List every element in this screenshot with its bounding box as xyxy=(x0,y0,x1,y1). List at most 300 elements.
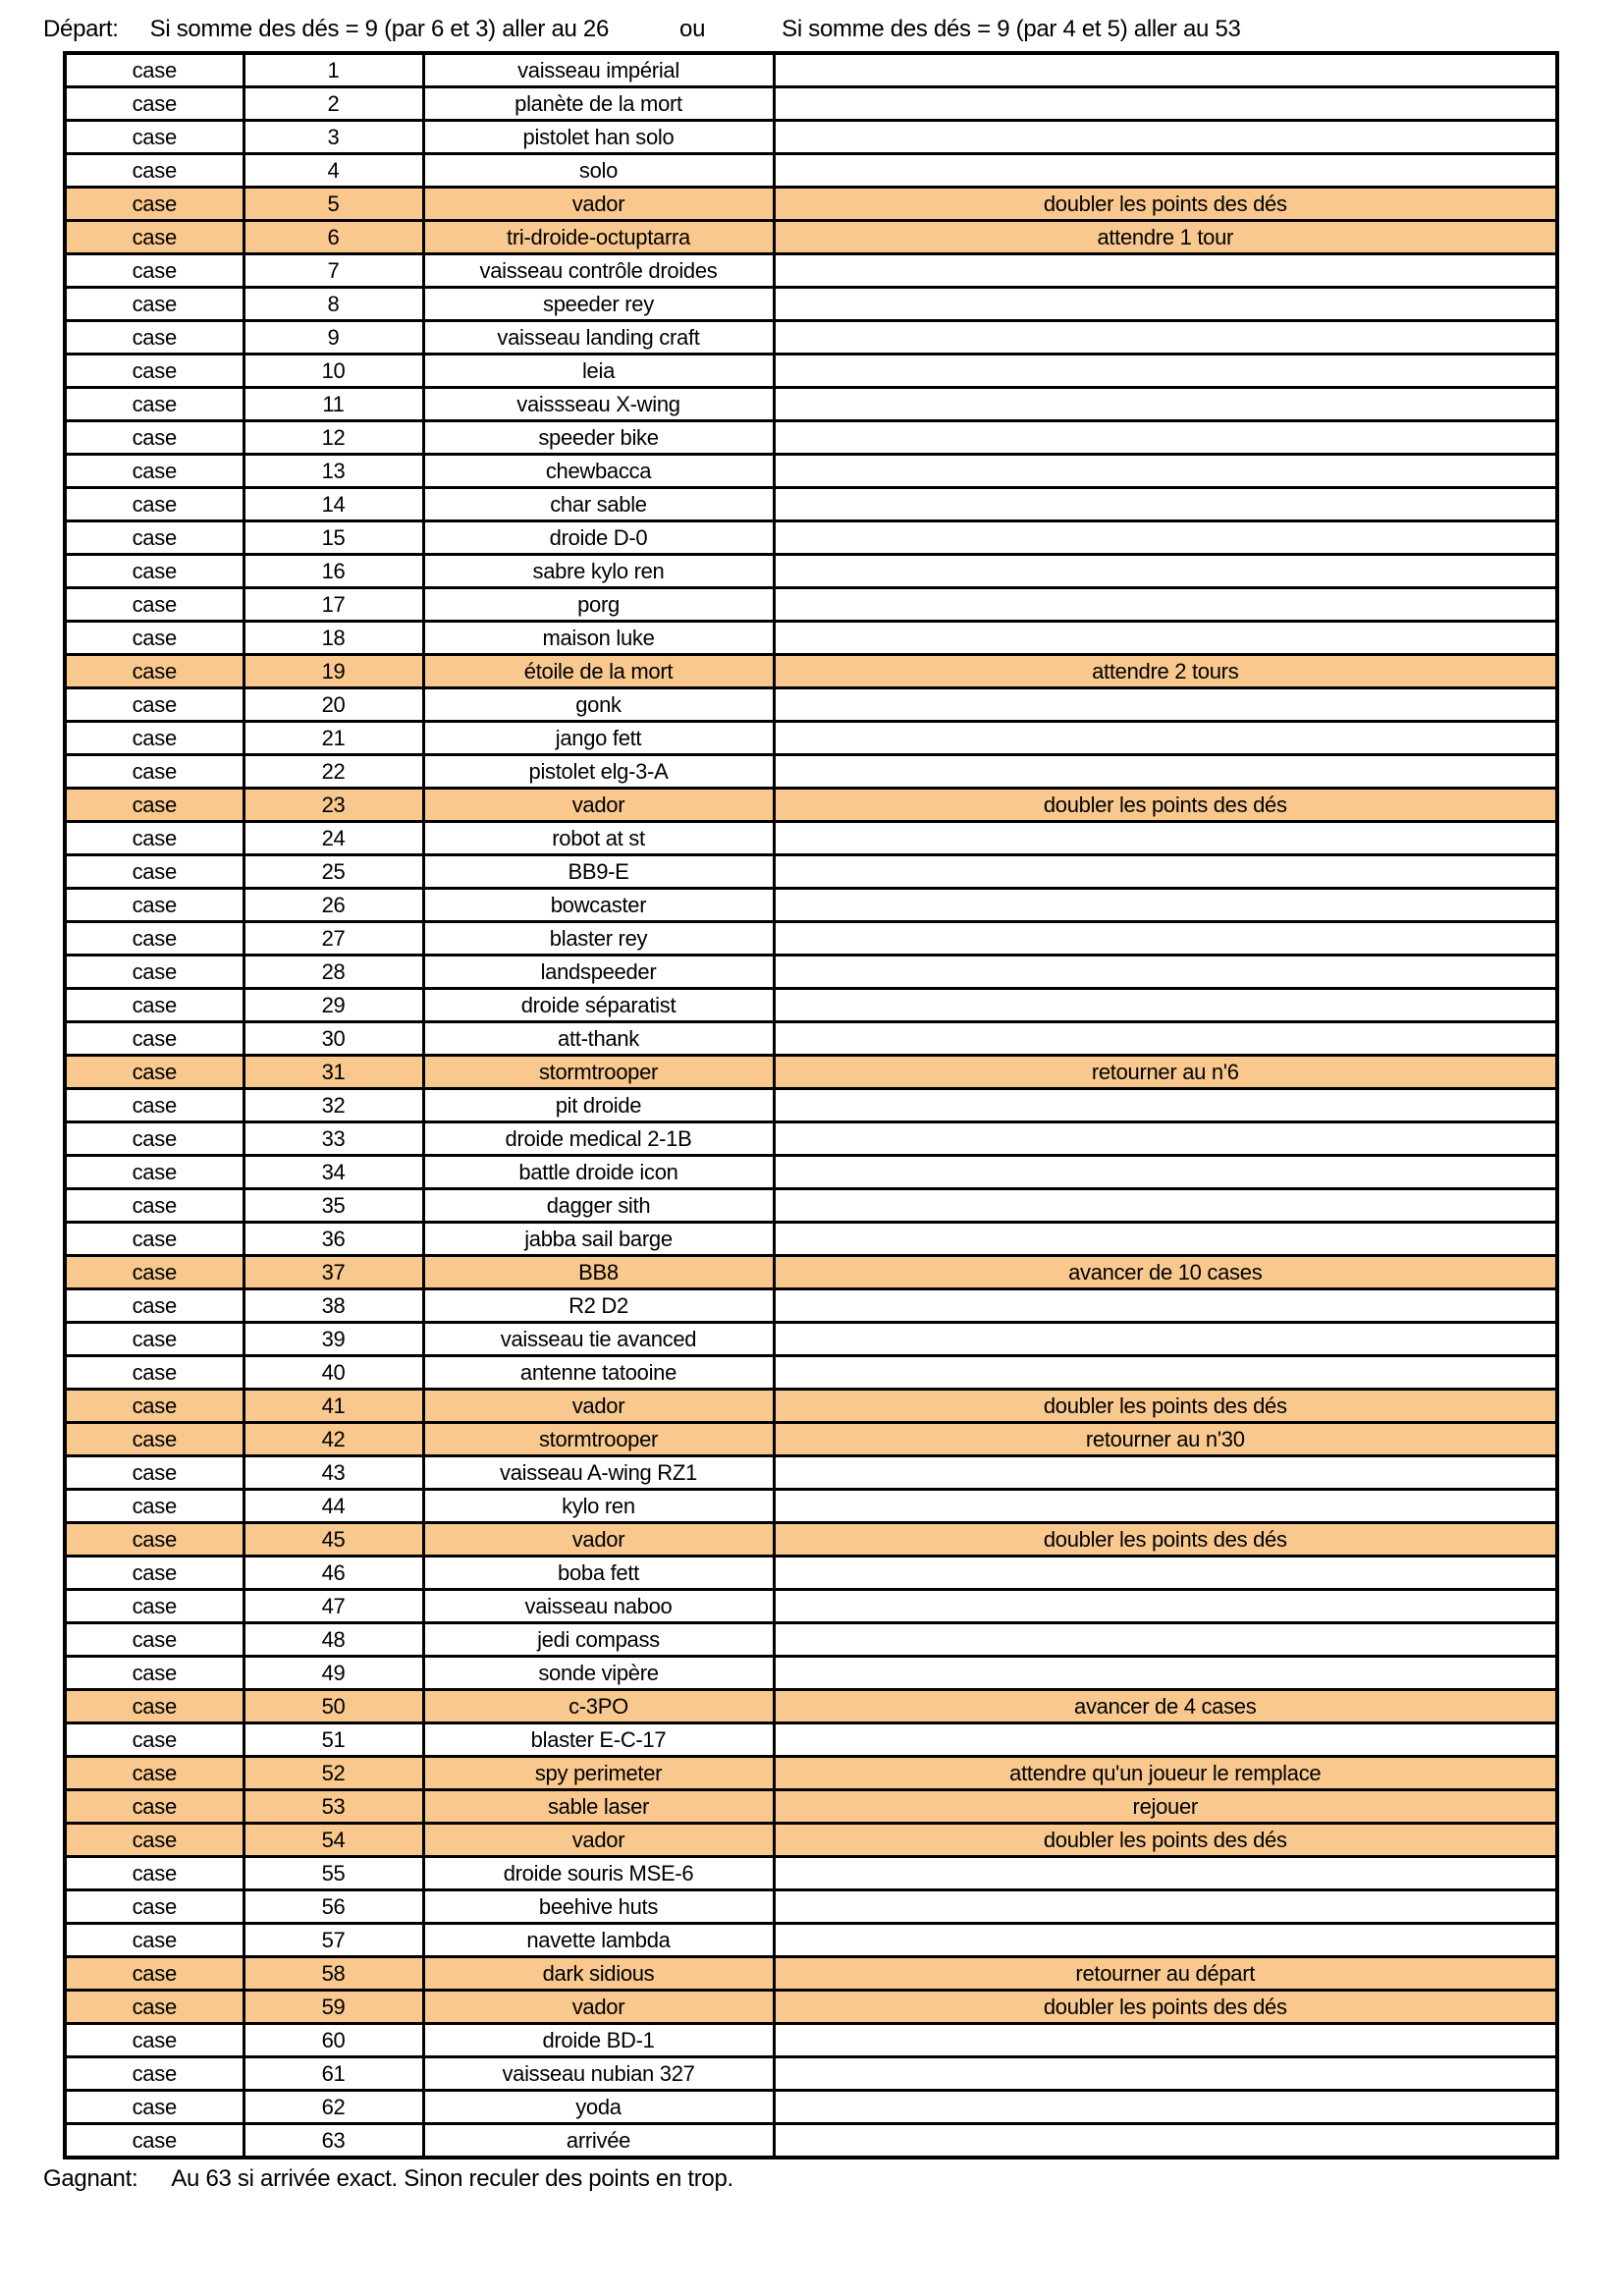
case-name-cell: sabre kylo ren xyxy=(423,555,774,588)
case-label-cell: case xyxy=(65,1323,244,1356)
case-number-cell: 25 xyxy=(244,855,423,889)
case-name-cell: beehive huts xyxy=(423,1890,774,1924)
case-action-cell: attendre 1 tour xyxy=(774,221,1557,254)
table-row xyxy=(65,188,1557,221)
case-action-cell xyxy=(774,889,1557,922)
case-name-cell: landspeeder xyxy=(423,956,774,989)
case-action-cell: attendre 2 tours xyxy=(774,655,1557,688)
case-name-cell: BB9-E xyxy=(423,855,774,889)
case-label-cell: case xyxy=(65,1156,244,1189)
case-label-cell: case xyxy=(65,1189,244,1223)
case-label-cell: case xyxy=(65,622,244,655)
table-row xyxy=(65,822,1557,855)
case-number-cell: 31 xyxy=(244,1056,423,1089)
table-row xyxy=(65,789,1557,822)
case-number-cell: 39 xyxy=(244,1323,423,1356)
case-number-cell: 55 xyxy=(244,1857,423,1890)
case-name-cell: vaisseau A-wing RZ1 xyxy=(423,1456,774,1490)
case-number-cell: 43 xyxy=(244,1456,423,1490)
case-label-cell: case xyxy=(65,1423,244,1456)
table-row xyxy=(65,1523,1557,1557)
case-action-cell xyxy=(774,1657,1557,1690)
case-label-cell: case xyxy=(65,188,244,221)
table-row xyxy=(65,154,1557,188)
case-number-cell: 16 xyxy=(244,555,423,588)
table-row xyxy=(65,1289,1557,1323)
case-number-cell: 34 xyxy=(244,1156,423,1189)
table-row xyxy=(65,521,1557,555)
case-action-cell xyxy=(774,822,1557,855)
case-name-cell: vaisseau landing craft xyxy=(423,321,774,355)
case-name-cell: R2 D2 xyxy=(423,1289,774,1323)
case-number-cell: 17 xyxy=(244,588,423,622)
case-label-cell: case xyxy=(65,1356,244,1390)
case-label-cell: case xyxy=(65,488,244,521)
depart-rule-2: Si somme des dés = 9 (par 4 et 5) aller au 53 xyxy=(782,16,1241,42)
case-action-cell xyxy=(774,1456,1557,1490)
table-row xyxy=(65,555,1557,588)
case-action-cell xyxy=(774,87,1557,121)
table-row xyxy=(65,588,1557,622)
case-name-cell: speeder bike xyxy=(423,421,774,455)
case-label-cell: case xyxy=(65,688,244,722)
table-row xyxy=(65,288,1557,321)
table-row xyxy=(65,1590,1557,1623)
case-action-cell xyxy=(774,2091,1557,2124)
case-number-cell: 57 xyxy=(244,1924,423,1957)
case-action-cell xyxy=(774,1490,1557,1523)
case-label-cell: case xyxy=(65,555,244,588)
case-action-cell xyxy=(774,321,1557,355)
case-name-cell: sable laser xyxy=(423,1790,774,1824)
table-row xyxy=(65,53,1557,87)
case-action-cell xyxy=(774,688,1557,722)
case-name-cell: BB8 xyxy=(423,1256,774,1289)
case-label-cell: case xyxy=(65,1824,244,1857)
case-action-cell xyxy=(774,989,1557,1022)
table-row xyxy=(65,1824,1557,1857)
case-name-cell: robot at st xyxy=(423,822,774,855)
table-row xyxy=(65,1723,1557,1757)
case-name-cell: maison luke xyxy=(423,622,774,655)
table-row xyxy=(65,1957,1557,1991)
case-label-cell: case xyxy=(65,1890,244,1924)
case-number-cell: 21 xyxy=(244,722,423,755)
table-row xyxy=(65,421,1557,455)
case-action-cell xyxy=(774,288,1557,321)
case-number-cell: 56 xyxy=(244,1890,423,1924)
case-name-cell: yoda xyxy=(423,2091,774,2124)
table-row xyxy=(65,2057,1557,2091)
case-number-cell: 60 xyxy=(244,2024,423,2057)
case-label-cell: case xyxy=(65,588,244,622)
case-action-cell xyxy=(774,53,1557,87)
case-name-cell: battle droide icon xyxy=(423,1156,774,1189)
case-label-cell: case xyxy=(65,355,244,388)
case-action-cell: doubler les points des dés xyxy=(774,1991,1557,2024)
case-name-cell: vaisseau naboo xyxy=(423,1590,774,1623)
case-name-cell: bowcaster xyxy=(423,889,774,922)
case-label-cell: case xyxy=(65,421,244,455)
table-row xyxy=(65,688,1557,722)
case-action-cell xyxy=(774,1723,1557,1757)
case-number-cell: 38 xyxy=(244,1289,423,1323)
case-number-cell: 6 xyxy=(244,221,423,254)
case-name-cell: tri-droide-octuptarra xyxy=(423,221,774,254)
case-action-cell xyxy=(774,254,1557,288)
case-label-cell: case xyxy=(65,1289,244,1323)
case-number-cell: 44 xyxy=(244,1490,423,1523)
table-row xyxy=(65,455,1557,488)
case-label-cell: case xyxy=(65,755,244,789)
case-name-cell: planète de la mort xyxy=(423,87,774,121)
case-name-cell: spy perimeter xyxy=(423,1757,774,1790)
case-number-cell: 2 xyxy=(244,87,423,121)
case-name-cell: char sable xyxy=(423,488,774,521)
game-board-table xyxy=(63,51,1559,2159)
table-row xyxy=(65,1623,1557,1657)
table-row xyxy=(65,2124,1557,2159)
case-name-cell: vador xyxy=(423,789,774,822)
table-row xyxy=(65,355,1557,388)
table-row xyxy=(65,1991,1557,2024)
table-row xyxy=(65,1189,1557,1223)
case-name-cell: porg xyxy=(423,588,774,622)
table-row xyxy=(65,1557,1557,1590)
case-number-cell: 50 xyxy=(244,1690,423,1723)
case-action-cell xyxy=(774,1557,1557,1590)
case-label-cell: case xyxy=(65,1590,244,1623)
case-name-cell: boba fett xyxy=(423,1557,774,1590)
case-name-cell: droide souris MSE-6 xyxy=(423,1857,774,1890)
case-label-cell: case xyxy=(65,121,244,154)
table-row xyxy=(65,622,1557,655)
case-number-cell: 24 xyxy=(244,822,423,855)
table-row xyxy=(65,87,1557,121)
table-row xyxy=(65,221,1557,254)
ou-label: ou xyxy=(679,16,706,42)
case-label-cell: case xyxy=(65,1857,244,1890)
case-name-cell: vaissseau X-wing xyxy=(423,388,774,421)
case-name-cell: chewbacca xyxy=(423,455,774,488)
case-name-cell: leia xyxy=(423,355,774,388)
case-name-cell: gonk xyxy=(423,688,774,722)
case-label-cell: case xyxy=(65,889,244,922)
case-name-cell: c-3PO xyxy=(423,1690,774,1723)
case-action-cell xyxy=(774,1590,1557,1623)
case-label-cell: case xyxy=(65,388,244,421)
case-label-cell: case xyxy=(65,922,244,956)
case-action-cell xyxy=(774,421,1557,455)
table-row xyxy=(65,722,1557,755)
case-name-cell: jabba sail barge xyxy=(423,1223,774,1256)
table-row xyxy=(65,2024,1557,2057)
case-number-cell: 15 xyxy=(244,521,423,555)
case-name-cell: droide D-0 xyxy=(423,521,774,555)
case-name-cell: pistolet han solo xyxy=(423,121,774,154)
table-row xyxy=(65,889,1557,922)
case-action-cell xyxy=(774,922,1557,956)
table-row xyxy=(65,1223,1557,1256)
case-label-cell: case xyxy=(65,2124,244,2159)
case-number-cell: 22 xyxy=(244,755,423,789)
case-label-cell: case xyxy=(65,1723,244,1757)
case-name-cell: droide séparatist xyxy=(423,989,774,1022)
case-name-cell: navette lambda xyxy=(423,1924,774,1957)
case-action-cell xyxy=(774,488,1557,521)
case-label-cell: case xyxy=(65,1022,244,1056)
case-action-cell xyxy=(774,1089,1557,1122)
case-number-cell: 20 xyxy=(244,688,423,722)
case-action-cell xyxy=(774,588,1557,622)
case-name-cell: att-thank xyxy=(423,1022,774,1056)
case-action-cell xyxy=(774,755,1557,789)
case-action-cell xyxy=(774,1156,1557,1189)
gagnant-label: Gagnant: xyxy=(43,2165,138,2192)
case-action-cell xyxy=(774,1189,1557,1223)
case-number-cell: 51 xyxy=(244,1723,423,1757)
case-action-cell: doubler les points des dés xyxy=(774,1824,1557,1857)
case-action-cell xyxy=(774,1356,1557,1390)
table-row xyxy=(65,488,1557,521)
case-number-cell: 13 xyxy=(244,455,423,488)
case-label-cell: case xyxy=(65,1456,244,1490)
case-label-cell: case xyxy=(65,154,244,188)
table-row xyxy=(65,1490,1557,1523)
case-number-cell: 28 xyxy=(244,956,423,989)
case-label-cell: case xyxy=(65,1790,244,1824)
case-number-cell: 53 xyxy=(244,1790,423,1824)
table-row xyxy=(65,1122,1557,1156)
case-number-cell: 42 xyxy=(244,1423,423,1456)
case-action-cell xyxy=(774,855,1557,889)
case-label-cell: case xyxy=(65,521,244,555)
case-number-cell: 3 xyxy=(244,121,423,154)
case-name-cell: étoile de la mort xyxy=(423,655,774,688)
table-row xyxy=(65,1089,1557,1122)
case-label-cell: case xyxy=(65,1056,244,1089)
table-row xyxy=(65,1356,1557,1390)
table-row xyxy=(65,1790,1557,1824)
case-number-cell: 45 xyxy=(244,1523,423,1557)
case-number-cell: 46 xyxy=(244,1557,423,1590)
case-number-cell: 61 xyxy=(244,2057,423,2091)
depart-rule-1: Si somme des dés = 9 (par 6 et 3) aller au 26 xyxy=(149,16,610,42)
case-label-cell: case xyxy=(65,956,244,989)
case-number-cell: 1 xyxy=(244,53,423,87)
case-number-cell: 14 xyxy=(244,488,423,521)
case-label-cell: case xyxy=(65,1122,244,1156)
depart-rule-line xyxy=(43,16,1624,43)
case-number-cell: 11 xyxy=(244,388,423,421)
table-row xyxy=(65,321,1557,355)
case-number-cell: 9 xyxy=(244,321,423,355)
table-row xyxy=(65,1657,1557,1690)
case-label-cell: case xyxy=(65,1256,244,1289)
case-label-cell: case xyxy=(65,288,244,321)
case-action-cell: doubler les points des dés xyxy=(774,789,1557,822)
case-label-cell: case xyxy=(65,254,244,288)
case-number-cell: 18 xyxy=(244,622,423,655)
table-row xyxy=(65,1022,1557,1056)
case-label-cell: case xyxy=(65,1089,244,1122)
case-number-cell: 41 xyxy=(244,1390,423,1423)
case-action-cell xyxy=(774,521,1557,555)
case-action-cell xyxy=(774,355,1557,388)
gagnant-rule-line xyxy=(43,2165,1624,2193)
case-action-cell xyxy=(774,2057,1557,2091)
case-action-cell: avancer de 4 cases xyxy=(774,1690,1557,1723)
table-row xyxy=(65,2091,1557,2124)
case-label-cell: case xyxy=(65,1223,244,1256)
case-number-cell: 26 xyxy=(244,889,423,922)
table-row xyxy=(65,1156,1557,1189)
case-number-cell: 29 xyxy=(244,989,423,1022)
table-row xyxy=(65,1323,1557,1356)
case-action-cell xyxy=(774,1022,1557,1056)
case-name-cell: jedi compass xyxy=(423,1623,774,1657)
case-name-cell: droide BD-1 xyxy=(423,2024,774,2057)
case-label-cell: case xyxy=(65,1957,244,1991)
case-name-cell: vaisseau impérial xyxy=(423,53,774,87)
case-action-cell: doubler les points des dés xyxy=(774,188,1557,221)
table-row xyxy=(65,1924,1557,1957)
table-row xyxy=(65,1056,1557,1089)
case-action-cell xyxy=(774,555,1557,588)
case-number-cell: 19 xyxy=(244,655,423,688)
case-name-cell: vador xyxy=(423,1824,774,1857)
table-row xyxy=(65,121,1557,154)
case-name-cell: vaisseau tie avanced xyxy=(423,1323,774,1356)
case-name-cell: vaisseau contrôle droides xyxy=(423,254,774,288)
case-label-cell: case xyxy=(65,1623,244,1657)
case-name-cell: vaisseau nubian 327 xyxy=(423,2057,774,2091)
case-label-cell: case xyxy=(65,53,244,87)
case-action-cell xyxy=(774,1223,1557,1256)
case-number-cell: 23 xyxy=(244,789,423,822)
case-action-cell xyxy=(774,1323,1557,1356)
case-name-cell: arrivée xyxy=(423,2124,774,2159)
case-label-cell: case xyxy=(65,855,244,889)
case-action-cell xyxy=(774,1857,1557,1890)
case-number-cell: 48 xyxy=(244,1623,423,1657)
case-number-cell: 12 xyxy=(244,421,423,455)
case-action-cell xyxy=(774,722,1557,755)
case-number-cell: 10 xyxy=(244,355,423,388)
case-label-cell: case xyxy=(65,87,244,121)
case-action-cell xyxy=(774,1890,1557,1924)
case-name-cell: jango fett xyxy=(423,722,774,755)
case-label-cell: case xyxy=(65,1390,244,1423)
case-name-cell: vador xyxy=(423,1991,774,2024)
case-name-cell: dagger sith xyxy=(423,1189,774,1223)
case-label-cell: case xyxy=(65,1557,244,1590)
table-row xyxy=(65,1890,1557,1924)
table-row xyxy=(65,1757,1557,1790)
case-label-cell: case xyxy=(65,2091,244,2124)
case-name-cell: vador xyxy=(423,1390,774,1423)
table-row xyxy=(65,855,1557,889)
case-label-cell: case xyxy=(65,1924,244,1957)
case-action-cell: rejouer xyxy=(774,1790,1557,1824)
case-action-cell xyxy=(774,455,1557,488)
case-action-cell xyxy=(774,956,1557,989)
case-name-cell: blaster E-C-17 xyxy=(423,1723,774,1757)
table-row xyxy=(65,1390,1557,1423)
case-number-cell: 37 xyxy=(244,1256,423,1289)
table-row xyxy=(65,254,1557,288)
case-name-cell: speeder rey xyxy=(423,288,774,321)
case-action-cell xyxy=(774,2124,1557,2159)
table-row xyxy=(65,1256,1557,1289)
case-number-cell: 52 xyxy=(244,1757,423,1790)
case-name-cell: vador xyxy=(423,1523,774,1557)
case-label-cell: case xyxy=(65,321,244,355)
case-number-cell: 33 xyxy=(244,1122,423,1156)
table-row xyxy=(65,956,1557,989)
case-number-cell: 49 xyxy=(244,1657,423,1690)
case-label-cell: case xyxy=(65,2057,244,2091)
case-label-cell: case xyxy=(65,822,244,855)
case-action-cell xyxy=(774,121,1557,154)
case-action-cell xyxy=(774,1924,1557,1957)
case-action-cell xyxy=(774,1289,1557,1323)
case-number-cell: 54 xyxy=(244,1824,423,1857)
case-action-cell xyxy=(774,1122,1557,1156)
case-action-cell: avancer de 10 cases xyxy=(774,1256,1557,1289)
case-name-cell: kylo ren xyxy=(423,1490,774,1523)
case-name-cell: antenne tatooine xyxy=(423,1356,774,1390)
case-number-cell: 62 xyxy=(244,2091,423,2124)
case-label-cell: case xyxy=(65,1657,244,1690)
case-action-cell: retourner au n'6 xyxy=(774,1056,1557,1089)
case-label-cell: case xyxy=(65,1523,244,1557)
table-row xyxy=(65,1423,1557,1456)
table-row xyxy=(65,989,1557,1022)
case-name-cell: vador xyxy=(423,188,774,221)
case-name-cell: pit droide xyxy=(423,1089,774,1122)
depart-label: Départ: xyxy=(43,16,119,42)
case-number-cell: 27 xyxy=(244,922,423,956)
case-label-cell: case xyxy=(65,1991,244,2024)
case-name-cell: droide medical 2-1B xyxy=(423,1122,774,1156)
case-label-cell: case xyxy=(65,789,244,822)
case-action-cell: doubler les points des dés xyxy=(774,1390,1557,1423)
table-row xyxy=(65,1456,1557,1490)
case-name-cell: sonde vipère xyxy=(423,1657,774,1690)
table-row xyxy=(65,655,1557,688)
case-label-cell: case xyxy=(65,989,244,1022)
case-name-cell: stormtrooper xyxy=(423,1423,774,1456)
case-number-cell: 35 xyxy=(244,1189,423,1223)
table-row xyxy=(65,1690,1557,1723)
case-label-cell: case xyxy=(65,2024,244,2057)
case-label-cell: case xyxy=(65,1490,244,1523)
case-action-cell: attendre qu'un joueur le remplace xyxy=(774,1757,1557,1790)
case-number-cell: 5 xyxy=(244,188,423,221)
table-row xyxy=(65,755,1557,789)
case-label-cell: case xyxy=(65,655,244,688)
case-label-cell: case xyxy=(65,1690,244,1723)
case-name-cell: blaster rey xyxy=(423,922,774,956)
case-number-cell: 47 xyxy=(244,1590,423,1623)
case-action-cell xyxy=(774,622,1557,655)
case-number-cell: 58 xyxy=(244,1957,423,1991)
case-number-cell: 40 xyxy=(244,1356,423,1390)
case-label-cell: case xyxy=(65,1757,244,1790)
case-action-cell xyxy=(774,154,1557,188)
case-number-cell: 4 xyxy=(244,154,423,188)
